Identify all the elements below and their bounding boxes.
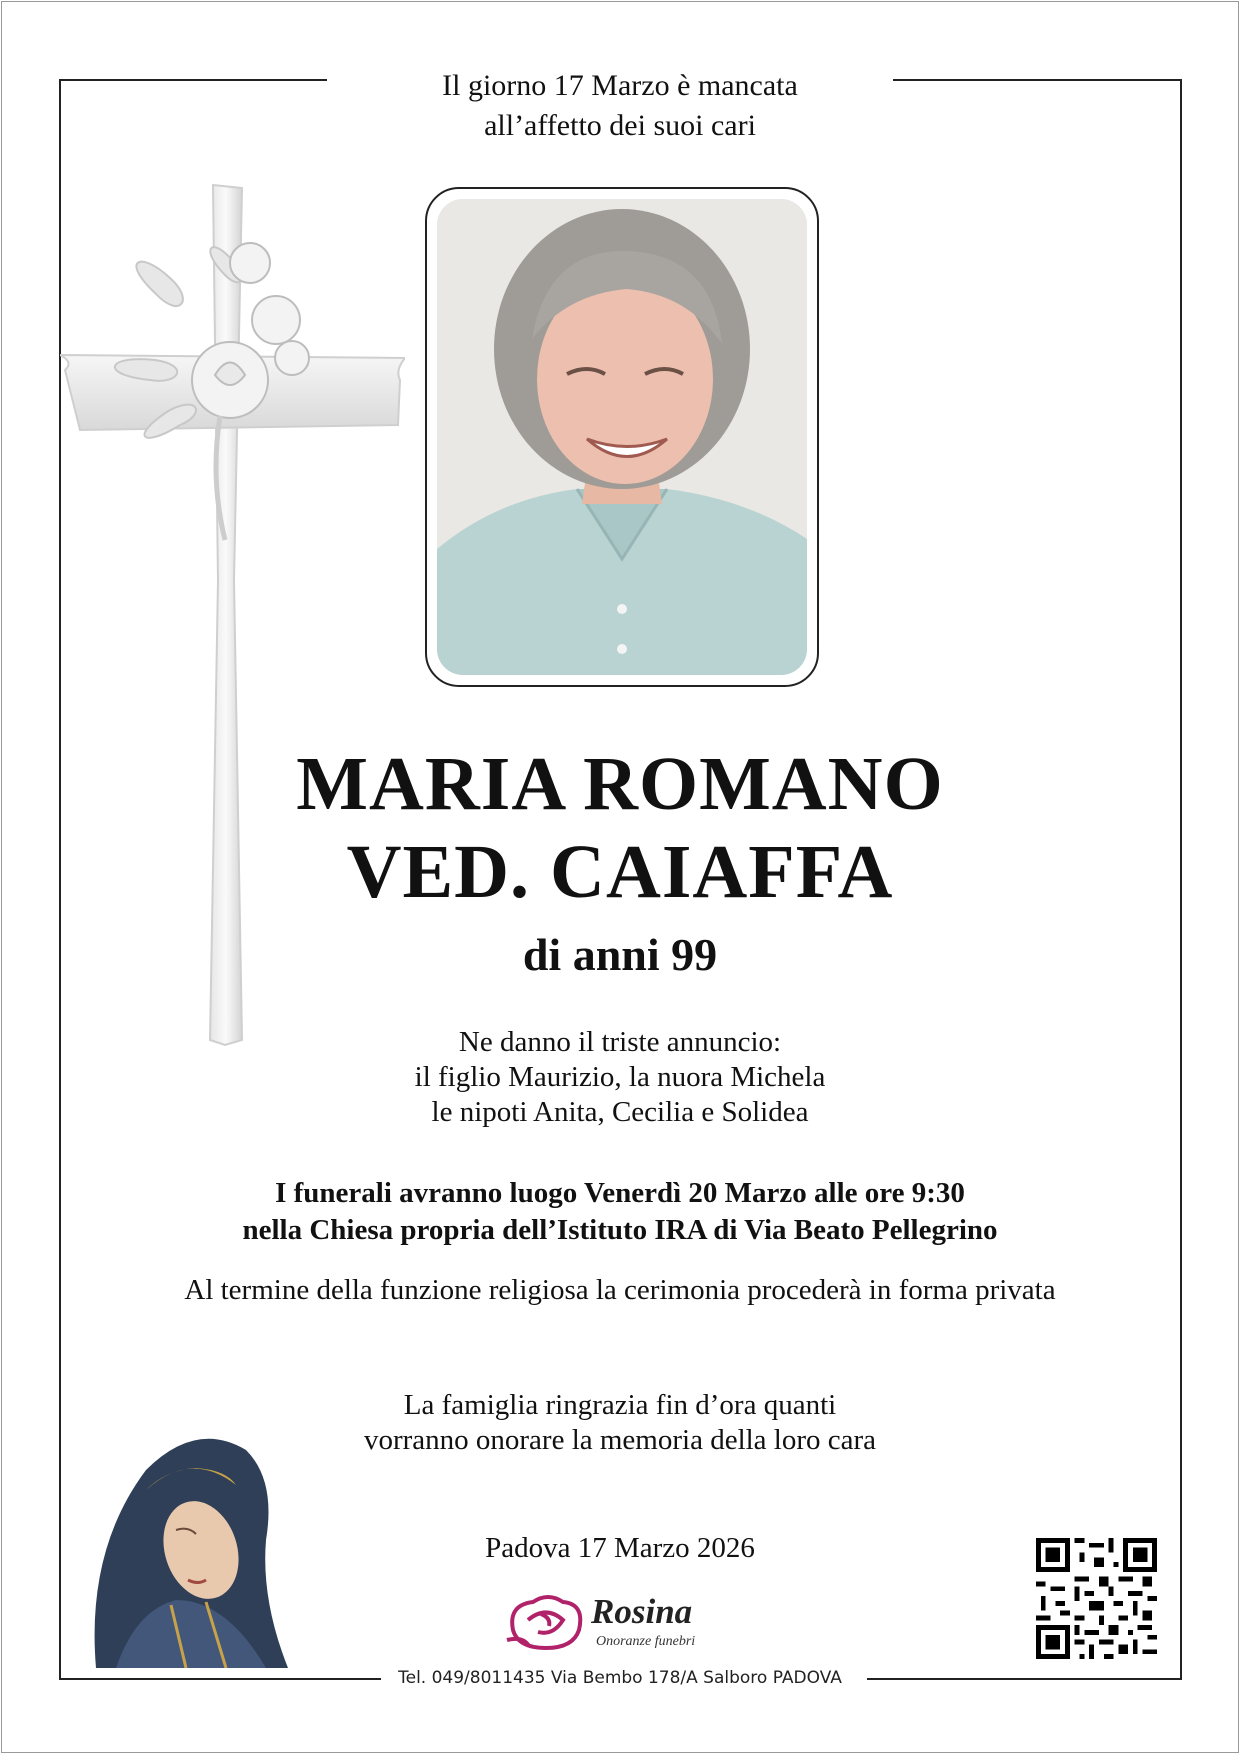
agency-name: Rosina xyxy=(591,1592,693,1631)
intro-line: Il giorno 17 Marzo è mancata xyxy=(442,69,798,102)
intro-text xyxy=(0,66,1240,146)
funeral-line: I funerali avranno luogo Venerdì 20 Marzo alle ore 9:30 xyxy=(275,1177,965,1209)
family-line: il figlio Maurizio, la nuora Michela xyxy=(414,1061,826,1093)
funeral-line: nella Chiesa propria dell’Istituto IRA di Via Beato Pellegrino xyxy=(242,1214,998,1246)
cross-with-roses-icon xyxy=(60,180,405,1050)
agency-contact: Tel. 049/8011435 Via Bembo 178/A Salboro PADOVA xyxy=(398,1668,842,1688)
rose-logo-icon xyxy=(503,1590,589,1652)
deceased-name xyxy=(0,740,1240,916)
intro-line: all’affetto dei suoi cari xyxy=(484,109,756,142)
funeral-details xyxy=(0,1175,1240,1249)
agency-logo xyxy=(503,1590,743,1656)
family-announcement xyxy=(0,1025,1240,1130)
family-line: Ne danno il triste annuncio: xyxy=(458,1026,782,1058)
thanks-line: La famiglia ringrazia fin d’ora quanti xyxy=(403,1389,837,1421)
portrait-photo xyxy=(437,199,807,675)
portrait-image xyxy=(437,199,807,675)
age-text: di anni 99 xyxy=(522,929,718,980)
thanks-line: vorranno onorare la memoria della loro cara xyxy=(363,1424,877,1456)
agency-subtitle: Onoranze funebri xyxy=(596,1634,696,1649)
place-date: Padova 17 Marzo 2026 xyxy=(485,1532,755,1564)
family-line: le nipoti Anita, Cecilia e Solidea xyxy=(431,1096,809,1128)
qr-code-icon xyxy=(1036,1538,1157,1659)
portrait-frame xyxy=(425,187,819,687)
name-line: VED. CAIAFFA xyxy=(346,830,894,914)
name-line: MARIA ROMANO xyxy=(296,742,944,826)
ceremony-note: Al termine della funzione religiosa la cerimonia procederà in forma privata xyxy=(184,1274,1056,1306)
